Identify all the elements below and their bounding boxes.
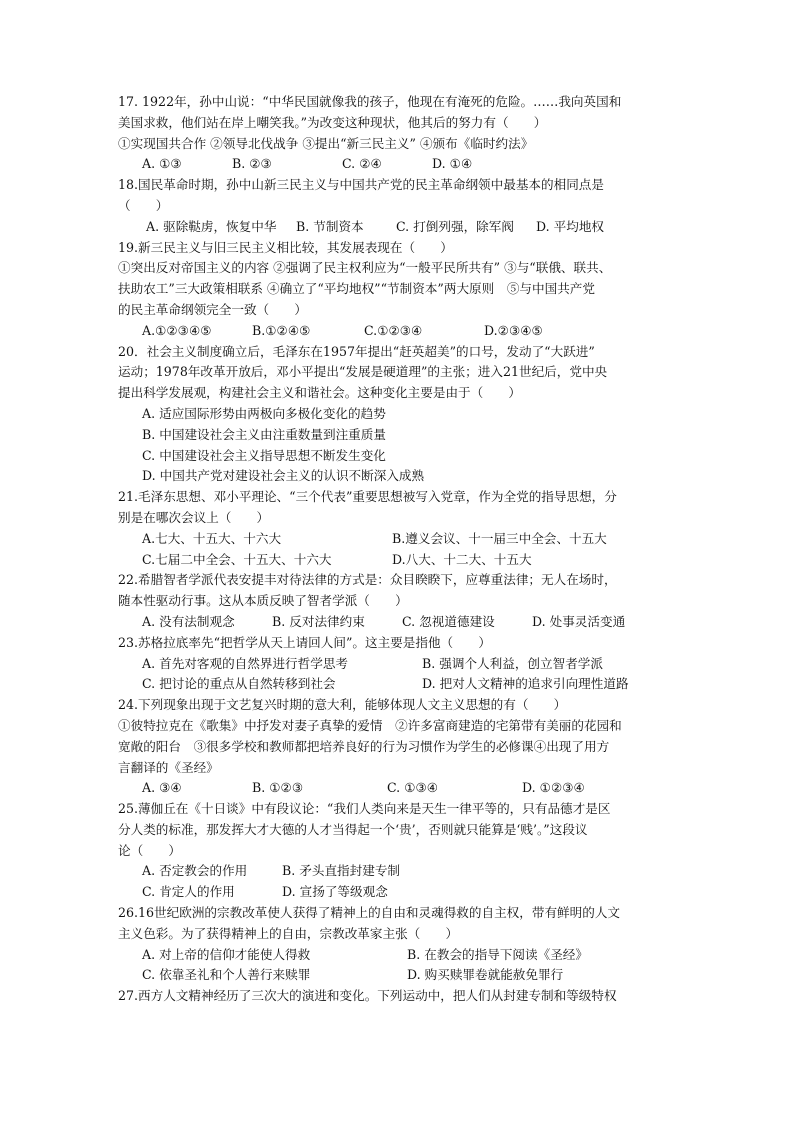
q23-option-b[interactable]: B. 强调个人利益，创立智者学派: [422, 655, 603, 671]
q18-option-c[interactable]: C. 打倒列强，除军阀: [396, 218, 514, 234]
q23-option-d[interactable]: D. 把对人文精神的追求引向理性道路: [422, 676, 629, 692]
q22-option-c[interactable]: C. 忽视道德建设: [402, 613, 495, 629]
q17-stem-2: 美国求救，他们站在岸上嘲笑我。”为改变这种现状，他其后的努力有（ ）: [118, 114, 547, 130]
q17-options: [118, 154, 688, 175]
q25-option-d[interactable]: D. 宣扬了等级观念: [282, 884, 388, 900]
q25-stem-3: 论（ ）: [118, 842, 181, 858]
q23-option-a[interactable]: A. 首先对客观的自然界进行哲学思考: [142, 655, 349, 671]
q24-option-b[interactable]: B. ①②③: [252, 780, 304, 796]
q19-option-c[interactable]: C.①②③④: [364, 322, 423, 338]
q17-option-b[interactable]: B. ②③: [232, 156, 272, 172]
q24-items-2: 宽敞的阳台 ③很多学校和教师都把培养良好的行为习惯作为学生的必修课④出现了用方: [118, 738, 610, 754]
question-list: [118, 92, 688, 1007]
q20-option-a[interactable]: A. 适应国际形势由两极向多极化变化的趋势: [142, 405, 386, 421]
q27-stem-1: 27.西方人文精神经历了三次大的演进和变化。下列运动中，把人们从封建专制和等级特权: [118, 988, 617, 1004]
q17-items: ①实现国共合作 ②领导北伐战争 ③提出“新三民主义” ④颁布《临时约法》: [118, 135, 534, 151]
q19-items-3: 的民主革命纲领完全一致（ ）: [118, 301, 307, 317]
q17-stem-1: 17. 1922年，孙中山说：“中华民国就像我的孩子，他现在有淹死的危险。……我向英国和: [118, 94, 622, 109]
q23-option-c[interactable]: C. 把讨论的重点从自然转移到社会: [142, 676, 336, 692]
q21-option-b[interactable]: B.遵义会议、十一届三中全会、十五大: [392, 530, 607, 546]
q22-stem-1: 22.希腊智者学派代表安提丰对待法律的方式是：众目睽睽下，应尊重法律；无人在场时，: [118, 572, 617, 588]
q26-options-row2: [118, 965, 688, 986]
q25-stem-2: 分人类的标准，那发挥大才大德的人才当得起一个‘贵’，否则就只能算是‘贱’。”这段议: [118, 821, 588, 837]
q20-stem-2: 运动；1978年改革开放后，邓小平提出“发展是硬道理”的主张；进入21世纪后，党中央: [118, 364, 608, 380]
q22-option-a[interactable]: A. 没有法制观念: [142, 613, 235, 629]
q24-option-d[interactable]: D. ①②③④: [522, 780, 585, 796]
q26-option-d[interactable]: D. 购买赎罪卷就能赦免罪行: [407, 967, 564, 983]
q22-option-d[interactable]: D. 处事灵活变通: [532, 613, 626, 629]
q17-option-c[interactable]: C. ②④: [342, 156, 382, 172]
q25-options-row2: [118, 882, 688, 903]
q23-options-row1: [118, 654, 688, 675]
q18-options: [118, 217, 688, 238]
q19-option-d[interactable]: D.②③④⑤: [484, 322, 543, 338]
q25-option-b[interactable]: B. 矛头直指封建专制: [282, 863, 401, 879]
q25-option-a[interactable]: A. 否定教会的作用: [142, 863, 248, 879]
q22-option-b[interactable]: B. 反对法律约束: [272, 613, 365, 629]
q18-stem-2: （ ）: [118, 197, 169, 213]
q22-options: [118, 612, 688, 633]
q23-stem-1: 23.苏格拉底率先“把哲学从天上请回人间”。这主要是指他（ ）: [118, 634, 491, 650]
q21-options-row1: [118, 529, 688, 550]
q21-option-c[interactable]: C.七届二中全会、十五大、十六大: [142, 551, 332, 567]
q24-option-c[interactable]: C. ①③④: [387, 780, 439, 796]
q20-option-d[interactable]: D. 中国共产党对建设社会主义的认识不断深入成熟: [142, 468, 425, 484]
q20-option-c[interactable]: C. 中国建设社会主义指导思想不断发生变化: [142, 447, 386, 463]
q23-options-row2: [118, 674, 688, 695]
q18-option-b[interactable]: B. 节制资本: [296, 218, 364, 234]
q25-options-row1: [118, 861, 688, 882]
q21-option-d[interactable]: D.八大、十二大、十五大: [392, 551, 532, 567]
q18-option-a[interactable]: A. 驱除鞑虏，恢复中华: [146, 218, 277, 234]
q19-items-1: ①突出反对帝国主义的内容 ②强调了民主权利应为“一般平民所共有” ③与“联俄、联共、: [118, 260, 612, 276]
q26-option-a[interactable]: A. 对上帝的信仰才能使人得救: [142, 946, 311, 962]
q24-options: [118, 778, 688, 799]
q24-option-a[interactable]: A. ③④: [142, 780, 182, 796]
q17-option-d[interactable]: D. ①④: [432, 156, 473, 172]
q19-options: [118, 321, 688, 342]
q26-options-row1: [118, 945, 688, 966]
q24-items-1: ①彼特拉克在《歌集》中抒发对妻子真挚的爱情 ②许多富商建造的宅第带有美丽的花园和: [118, 717, 622, 733]
q26-option-b[interactable]: B. 在教会的指导下阅读《圣经》: [407, 946, 588, 962]
q21-options-row2: [118, 550, 688, 571]
q26-stem-1: 26.16世纪欧洲的宗教改革使人获得了精神上的自由和灵魂得救的自主权，带有鲜明的人文: [118, 905, 621, 921]
q20-stem-1: 20．社会主义制度确立后，毛泽东在1957年提出“赶英超美”的口号，发动了“大跃进”: [118, 343, 595, 359]
q17-option-a[interactable]: A. ①③: [142, 156, 182, 172]
q21-option-a[interactable]: A.七大、十五大、十六大: [142, 530, 282, 546]
q24-stem-1: 24.下列现象出现于文艺复兴时期的意大利，能够体现人文主义思想的有（ ）: [118, 697, 567, 713]
q25-option-c[interactable]: C. 肯定人的作用: [142, 884, 235, 900]
q19-items-2: 扶助农工”三大政策相联系 ④确立了“平均地权”“节制资本”两大原则 ⑤与中国共产党: [118, 281, 595, 297]
q21-stem-2: 别是在哪次会议上（ ）: [118, 509, 270, 525]
q20-stem-3: 提出科学发展观，构建社会主义和谐社会。这种变化主要是由于（ ）: [118, 385, 521, 401]
q21-stem-1: 21.毛泽东思想、邓小平理论、“三个代表”重要思想被写入党章，作为全党的指导思想，分: [118, 489, 617, 505]
q18-stem-1: 18.国民革命时期，孙中山新三民主义与中国共产党的民主革命纲领中最基本的相同点是: [118, 177, 604, 193]
q19-stem-1: 19.新三民主义与旧三民主义相比较，其发展表现在（ ）: [118, 239, 453, 255]
q19-option-b[interactable]: B.①②④⑤: [252, 322, 311, 338]
q26-stem-2: 主义色彩。为了获得精神上的自由，宗教改革家主张（ ）: [118, 925, 459, 941]
q26-option-c[interactable]: C. 依靠圣礼和个人善行来赎罪: [142, 967, 311, 983]
q25-stem-1: 25.薄伽丘在《十日谈》中有段议论：“我们人类向来是天生一律平等的，只有品德才是区: [118, 801, 611, 817]
q19-option-a[interactable]: A.①②③④⑤: [142, 322, 212, 338]
q22-stem-2: 随本性驱动行事。这从本质反映了智者学派（ ）: [118, 593, 408, 609]
q20-option-b[interactable]: B. 中国建设社会主义由注重数量到注重质量: [142, 426, 386, 442]
q18-option-d[interactable]: D. 平均地权: [536, 218, 605, 234]
q24-items-3: 言翻译的《圣经》: [118, 759, 219, 775]
